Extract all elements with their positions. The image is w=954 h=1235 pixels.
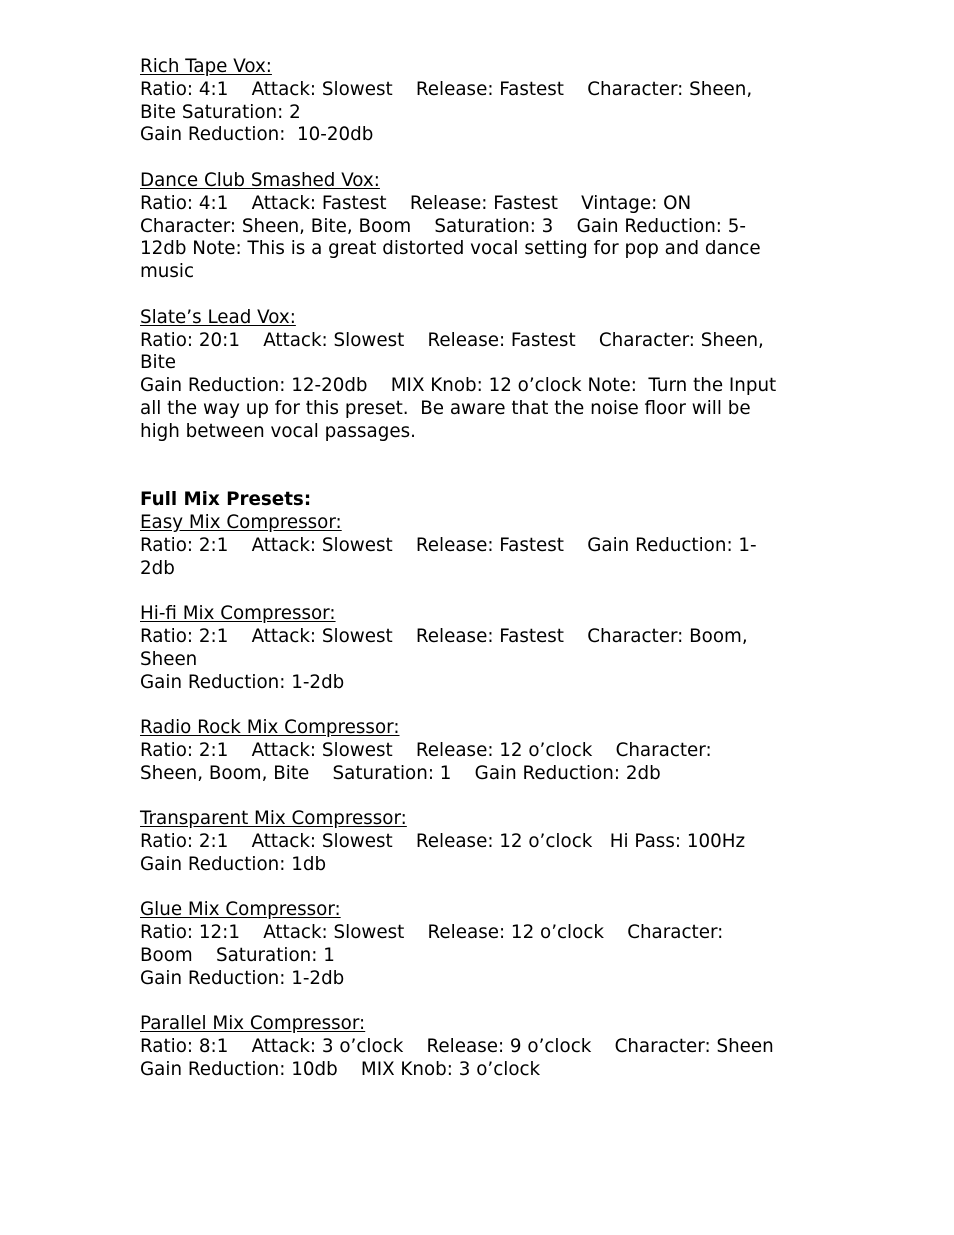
preset-glue-mix-compressor — [140, 899, 830, 990]
preset-title: Easy Mix Compressor: — [140, 511, 342, 533]
preset-line: Gain Reduction: 10-20db — [140, 124, 374, 146]
preset-line: Bite — [140, 352, 177, 374]
preset-title: Parallel Mix Compressor: — [140, 1013, 366, 1035]
preset-line: Ratio: 2:1 Attack: Slowest Release: Fastest Gain Reduction: 1- — [140, 534, 757, 556]
preset-hi-fi-mix-compressor — [140, 603, 830, 694]
preset-parallel-mix-compressor — [140, 1013, 830, 1081]
spacer — [140, 694, 830, 717]
spacer — [140, 786, 830, 809]
preset-line: high between vocal passages. — [140, 420, 416, 442]
spacer — [140, 284, 830, 307]
spacer — [140, 444, 830, 490]
preset-line: Gain Reduction: 1-2db — [140, 967, 345, 989]
spacer — [140, 580, 830, 603]
preset-line: 2db — [140, 557, 175, 579]
preset-title: Hi-fi Mix Compressor: — [140, 603, 336, 625]
preset-dance-club-smashed-vox — [140, 170, 830, 284]
preset-line: Ratio: 2:1 Attack: Slowest Release: 12 o’clock Hi Pass: 100Hz — [140, 831, 746, 853]
preset-transparent-mix-compressor — [140, 808, 830, 876]
preset-title: Dance Club Smashed Vox: — [140, 169, 380, 191]
preset-radio-rock-mix-compressor — [140, 717, 830, 785]
preset-line: Gain Reduction: 10db MIX Knob: 3 o’clock — [140, 1059, 541, 1081]
preset-rich-tape-vox — [140, 56, 830, 147]
preset-title: Glue Mix Compressor: — [140, 899, 341, 921]
preset-slates-lead-vox — [140, 307, 830, 444]
preset-title: Rich Tape Vox: — [140, 56, 272, 77]
spacer — [140, 991, 830, 1014]
preset-line: Gain Reduction: 1db — [140, 853, 327, 875]
preset-title: Slate’s Lead Vox: — [140, 306, 296, 328]
preset-line: Ratio: 4:1 Attack: Slowest Release: Fastest Character: Sheen, — [140, 78, 753, 100]
preset-easy-mix-compressor — [140, 512, 830, 580]
preset-line: Character: Sheen, Bite, Boom Saturation: 3 Gain Reduction: 5- — [140, 215, 746, 237]
preset-line: music — [140, 261, 195, 283]
preset-line: Ratio: 4:1 Attack: Fastest Release: Fastest Vintage: ON — [140, 192, 692, 214]
preset-line: Gain Reduction: 1-2db — [140, 671, 345, 693]
preset-line: Gain Reduction: 12-20db MIX Knob: 12 o’clock Note: Turn the Input — [140, 375, 777, 397]
preset-line: Bite Saturation: 2 — [140, 101, 301, 123]
preset-line: Ratio: 2:1 Attack: Slowest Release: Fastest Character: Boom, — [140, 625, 748, 647]
preset-line: Sheen, Boom, Bite Saturation: 1 Gain Reduction: 2db — [140, 762, 661, 784]
preset-line: Boom Saturation: 1 — [140, 945, 335, 967]
preset-line: 12db Note: This is a great distorted vocal setting for pop and dance — [140, 238, 761, 260]
spacer — [140, 877, 830, 900]
preset-title: Radio Rock Mix Compressor: — [140, 717, 400, 739]
document-page — [140, 56, 830, 1082]
preset-line: all the way up for this preset. Be aware that the noise floor will be — [140, 397, 751, 419]
preset-line: Ratio: 8:1 Attack: 3 o’clock Release: 9 o’clock Character: Sheen — [140, 1036, 774, 1058]
spacer — [140, 147, 830, 170]
preset-line: Ratio: 2:1 Attack: Slowest Release: 12 o’clock Character: — [140, 739, 712, 761]
preset-line: Sheen — [140, 648, 198, 670]
preset-line: Ratio: 12:1 Attack: Slowest Release: 12 o’clock Character: — [140, 922, 724, 944]
preset-title: Transparent Mix Compressor: — [140, 808, 407, 830]
preset-line: Ratio: 20:1 Attack: Slowest Release: Fastest Character: Sheen, — [140, 329, 764, 351]
section-heading: Full Mix Presets: — [140, 489, 312, 511]
